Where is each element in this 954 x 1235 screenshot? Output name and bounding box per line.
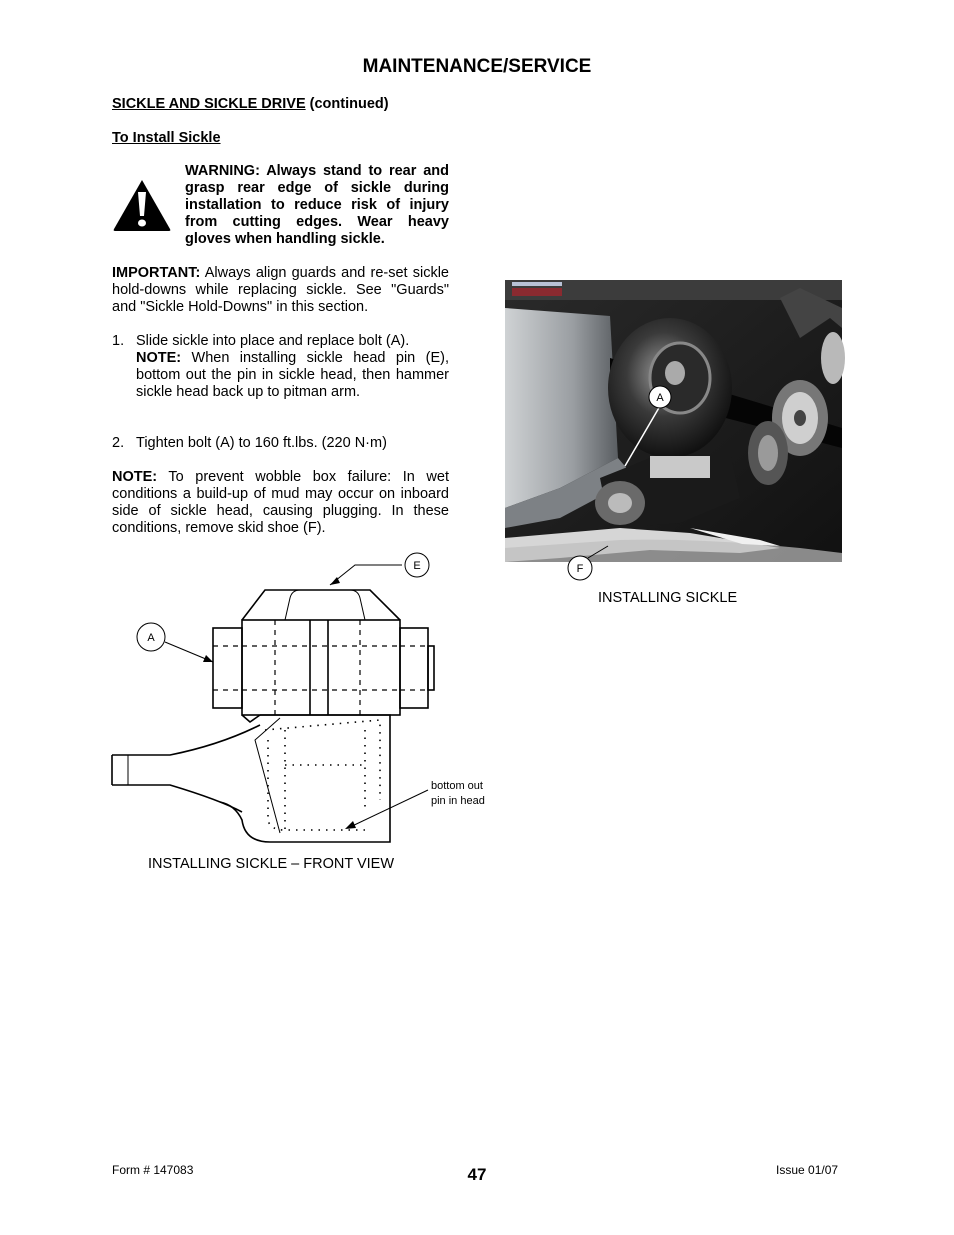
warning-text: WARNING: Always stand to rear and grasp rear edge of sickle during installation to reduce risk of injury from cutting edges. Wear heavy gloves when handling sickle. bbox=[185, 163, 449, 247]
step-text: Tighten bolt (A) to 160 ft.lbs. (220 N·m) bbox=[136, 435, 387, 451]
photo-callout-f: F bbox=[576, 563, 584, 575]
important-paragraph bbox=[112, 265, 449, 316]
important-label: IMPORTANT: bbox=[112, 265, 201, 281]
photo-callout-a: A bbox=[656, 392, 664, 404]
step-note bbox=[136, 350, 449, 401]
page-number: 47 bbox=[467, 1165, 487, 1184]
step-2 bbox=[112, 435, 449, 452]
note-label: NOTE: bbox=[112, 469, 158, 485]
section-heading-suffix: (continued) bbox=[305, 96, 389, 112]
note-text: To prevent wobble box failure: In wet conditions a build-up of mud may occur on inboard side of sickle head, causing plugging. In these conditions, remove skid shoe (F). bbox=[112, 469, 449, 536]
section-heading-text: SICKLE AND SICKLE DRIVE bbox=[112, 96, 306, 112]
step-note-label: NOTE: bbox=[136, 350, 182, 366]
step-number: 2. bbox=[112, 435, 125, 451]
diagram-callout-e: E bbox=[413, 560, 421, 572]
diagram-note-line-2: pin in head bbox=[431, 795, 485, 807]
step-number: 1. bbox=[112, 333, 125, 349]
diagram-note-line-1: bottom out bbox=[431, 780, 483, 792]
sickle-photo bbox=[500, 278, 845, 584]
issue-date: Issue 01/07 bbox=[776, 1163, 839, 1177]
step-text: Slide sickle into place and replace bolt (A). bbox=[136, 333, 410, 349]
note-paragraph bbox=[112, 469, 449, 537]
diagram-callout-a: A bbox=[147, 632, 155, 644]
photo-caption: INSTALLING SICKLE bbox=[598, 590, 738, 606]
page-title: MAINTENANCE/SERVICE bbox=[362, 56, 592, 77]
warning-triangle-icon bbox=[112, 178, 172, 232]
diagram-caption: INSTALLING SICKLE – FRONT VIEW bbox=[148, 856, 395, 872]
section-heading bbox=[112, 96, 389, 112]
step-note-text: When installing sickle head pin (E), bottom out the pin in sickle head, then hammer sickle head back up to pitman arm. bbox=[136, 350, 449, 400]
step-1 bbox=[112, 333, 449, 401]
important-text: Always align guards and re-set sickle hold-downs while replacing sickle. See "Guards" and "Sickle Hold-Downs" in this section. bbox=[112, 265, 449, 315]
subsection-heading: To Install Sickle bbox=[112, 130, 221, 146]
form-number: Form # 147083 bbox=[112, 1163, 194, 1177]
